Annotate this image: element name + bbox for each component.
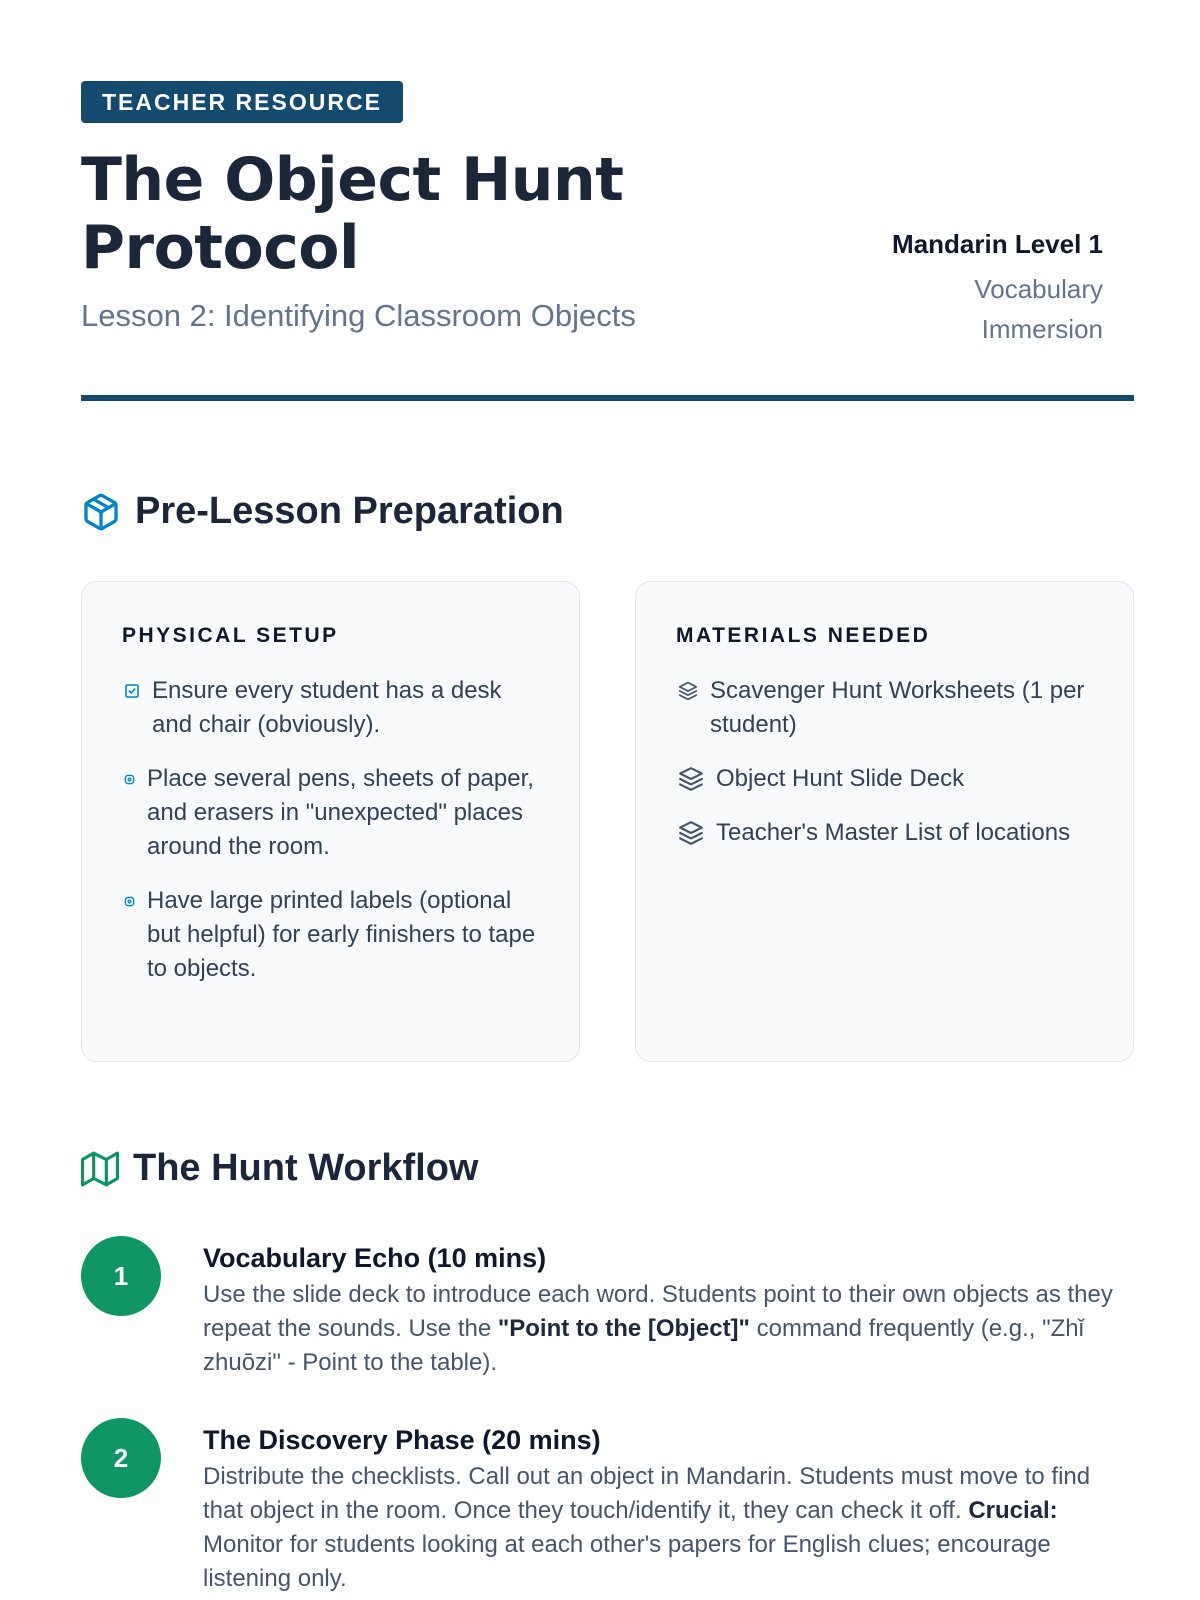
page-title — [81, 146, 781, 282]
step-description: Use the slide deck to introduce each word. Students point to their own objects as they repeat the sounds. Use the "Point to the [Object]" command frequently (e.g., "Zhǐ zhuōzi" - Point to the table). — [203, 1281, 1113, 1376]
course-tag: Vocabulary — [974, 274, 1103, 304]
physical-setup-title: PHYSICAL SETUP — [122, 624, 339, 647]
bullet-icon — [122, 762, 137, 796]
list-item — [676, 816, 1093, 850]
list-item — [676, 762, 1093, 796]
physical-setup-card — [81, 581, 580, 1062]
step-description: Distribute the checklists. Call out an object in Mandarin. Students must move to find that object in the room. Once they touch/identify it, they can check it off. Crucial: Monitor for students looking at each other's papers for English clues; encourage listening only. — [203, 1463, 1091, 1592]
layers-icon — [676, 762, 706, 796]
layers-icon — [676, 674, 700, 708]
list-item — [676, 674, 1093, 742]
list-item — [122, 762, 539, 864]
list-item-text: Have large printed labels (optional but helpful) for early finishers to tape to objects. — [147, 887, 536, 982]
list-item-text: Teacher's Master List of locations — [716, 819, 1071, 846]
list-item-text: Object Hunt Slide Deck — [716, 765, 965, 792]
cube-icon — [81, 492, 121, 532]
layers-icon — [676, 816, 706, 850]
crucial-label: Crucial: — [968, 1497, 1058, 1524]
map-icon — [81, 1150, 119, 1188]
list-item-text: Ensure every student has a desk and chair (obviously). — [152, 677, 502, 738]
prep-section-heading — [81, 490, 564, 533]
course-level: Mandarin Level 1 — [892, 229, 1103, 259]
materials-title: MATERIALS NEEDED — [676, 624, 931, 647]
lesson-subtitle: Lesson 2: Identifying Classroom Objects — [81, 298, 636, 333]
list-item — [122, 884, 539, 986]
list-item — [122, 674, 539, 742]
title-line-2: Protocol — [81, 213, 360, 283]
resource-badge: TEACHER RESOURCE — [81, 81, 403, 123]
course-meta — [892, 224, 1103, 349]
materials-card — [635, 581, 1134, 1062]
step-number: 2 — [81, 1418, 161, 1498]
course-tag: Immersion — [981, 314, 1103, 344]
header-divider — [81, 395, 1134, 401]
bullet-icon — [122, 884, 137, 918]
workflow-heading: The Hunt Workflow — [133, 1147, 479, 1189]
command-highlight: "Point to the [Object]" — [497, 1315, 750, 1342]
checkbox-icon — [122, 674, 142, 708]
prep-heading: Pre-Lesson Preparation — [135, 490, 564, 532]
workflow-section-heading — [81, 1147, 479, 1190]
step-title: The Discovery Phase (20 mins) — [203, 1425, 601, 1455]
title-line-1: The Object Hunt — [81, 145, 624, 215]
list-item-text: Place several pens, sheets of paper, and erasers in "unexpected" places around the room. — [147, 765, 534, 860]
step-title: Vocabulary Echo (10 mins) — [203, 1243, 547, 1273]
step-number: 1 — [81, 1236, 161, 1316]
list-item-text: Scavenger Hunt Worksheets (1 per student) — [710, 677, 1085, 738]
